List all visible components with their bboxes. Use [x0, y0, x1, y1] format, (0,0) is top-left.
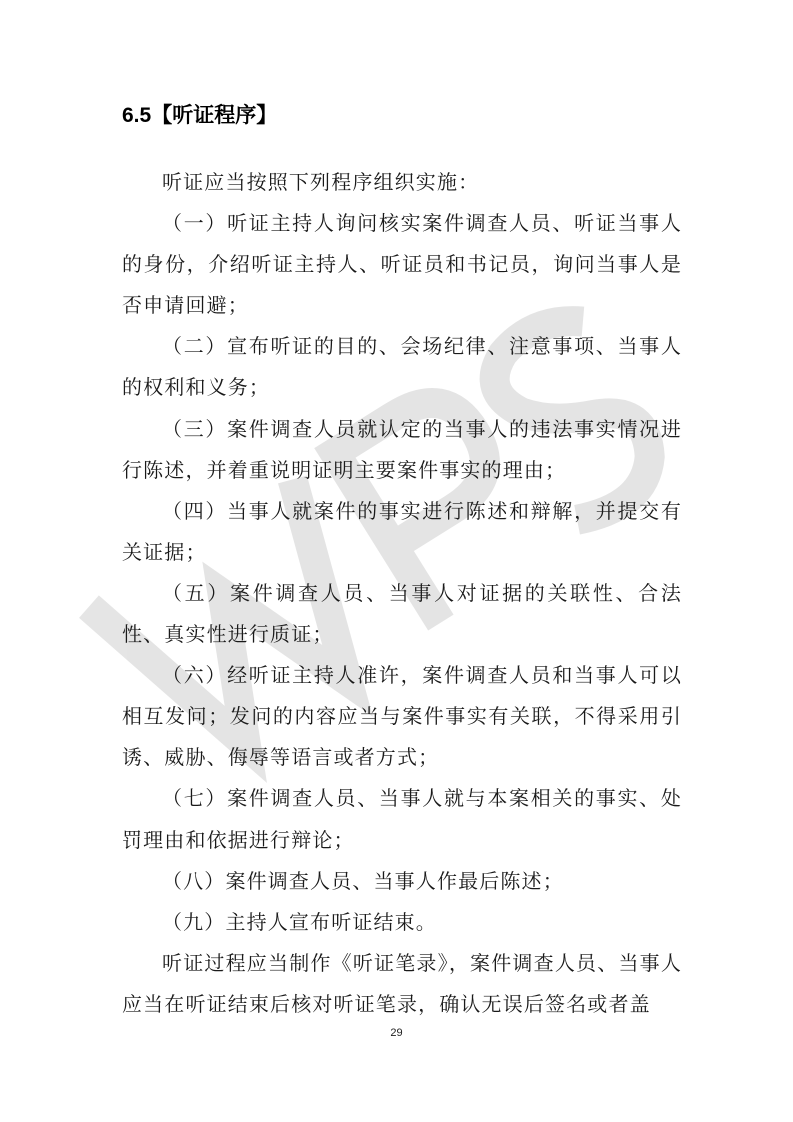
procedure-item-8: （八）案件调查人员、当事人作最后陈述； — [162, 868, 564, 893]
procedure-item-2: （二）宣布听证的目的、会场纪律、注意事项、当事人的权利和义务； — [122, 334, 682, 400]
procedure-item-4: （四）当事人就案件的事实进行陈述和辩解，并提交有关证据； — [122, 498, 682, 564]
page-number: 29 — [390, 1027, 403, 1039]
paragraph-intro: 听证应当按照下列程序组织实施： — [162, 170, 480, 194]
body-text — [122, 162, 682, 1025]
procedure-item-5: （五）案件调查人员、当事人对证据的关联性、合法性、真实性进行质证； — [122, 580, 682, 647]
procedure-item-1: （一）听证主持人询问核实案件调查人员、听证当事人的身份，介绍听证主持人、听证员和书记员，询问当事人是否申请回避； — [122, 211, 682, 318]
procedure-item-7: （七）案件调查人员、当事人就与本案相关的事实、处罚理由和依据进行辩论； — [122, 786, 682, 852]
paragraph-record: 听证过程应当制作《听证笔录》，案件调查人员、当事人应当在听证结束后核对听证笔录，确认无误后签名或者盖 — [122, 950, 682, 1016]
procedure-item-9: （九）主持人宣布听证结束。 — [162, 909, 437, 934]
procedure-item-3: （三）案件调查人员就认定的当事人的违法事实情况进行陈述，并着重说明证明主要案件事实的理由； — [122, 416, 682, 482]
section-heading: 6.5【听证程序】 — [122, 104, 278, 127]
procedure-item-6: （六）经听证主持人准许，案件调查人员和当事人可以相互发问；发问的内容应当与案件事实有关联，不得采用引诱、威胁、侮辱等语言或者方式； — [122, 663, 682, 770]
